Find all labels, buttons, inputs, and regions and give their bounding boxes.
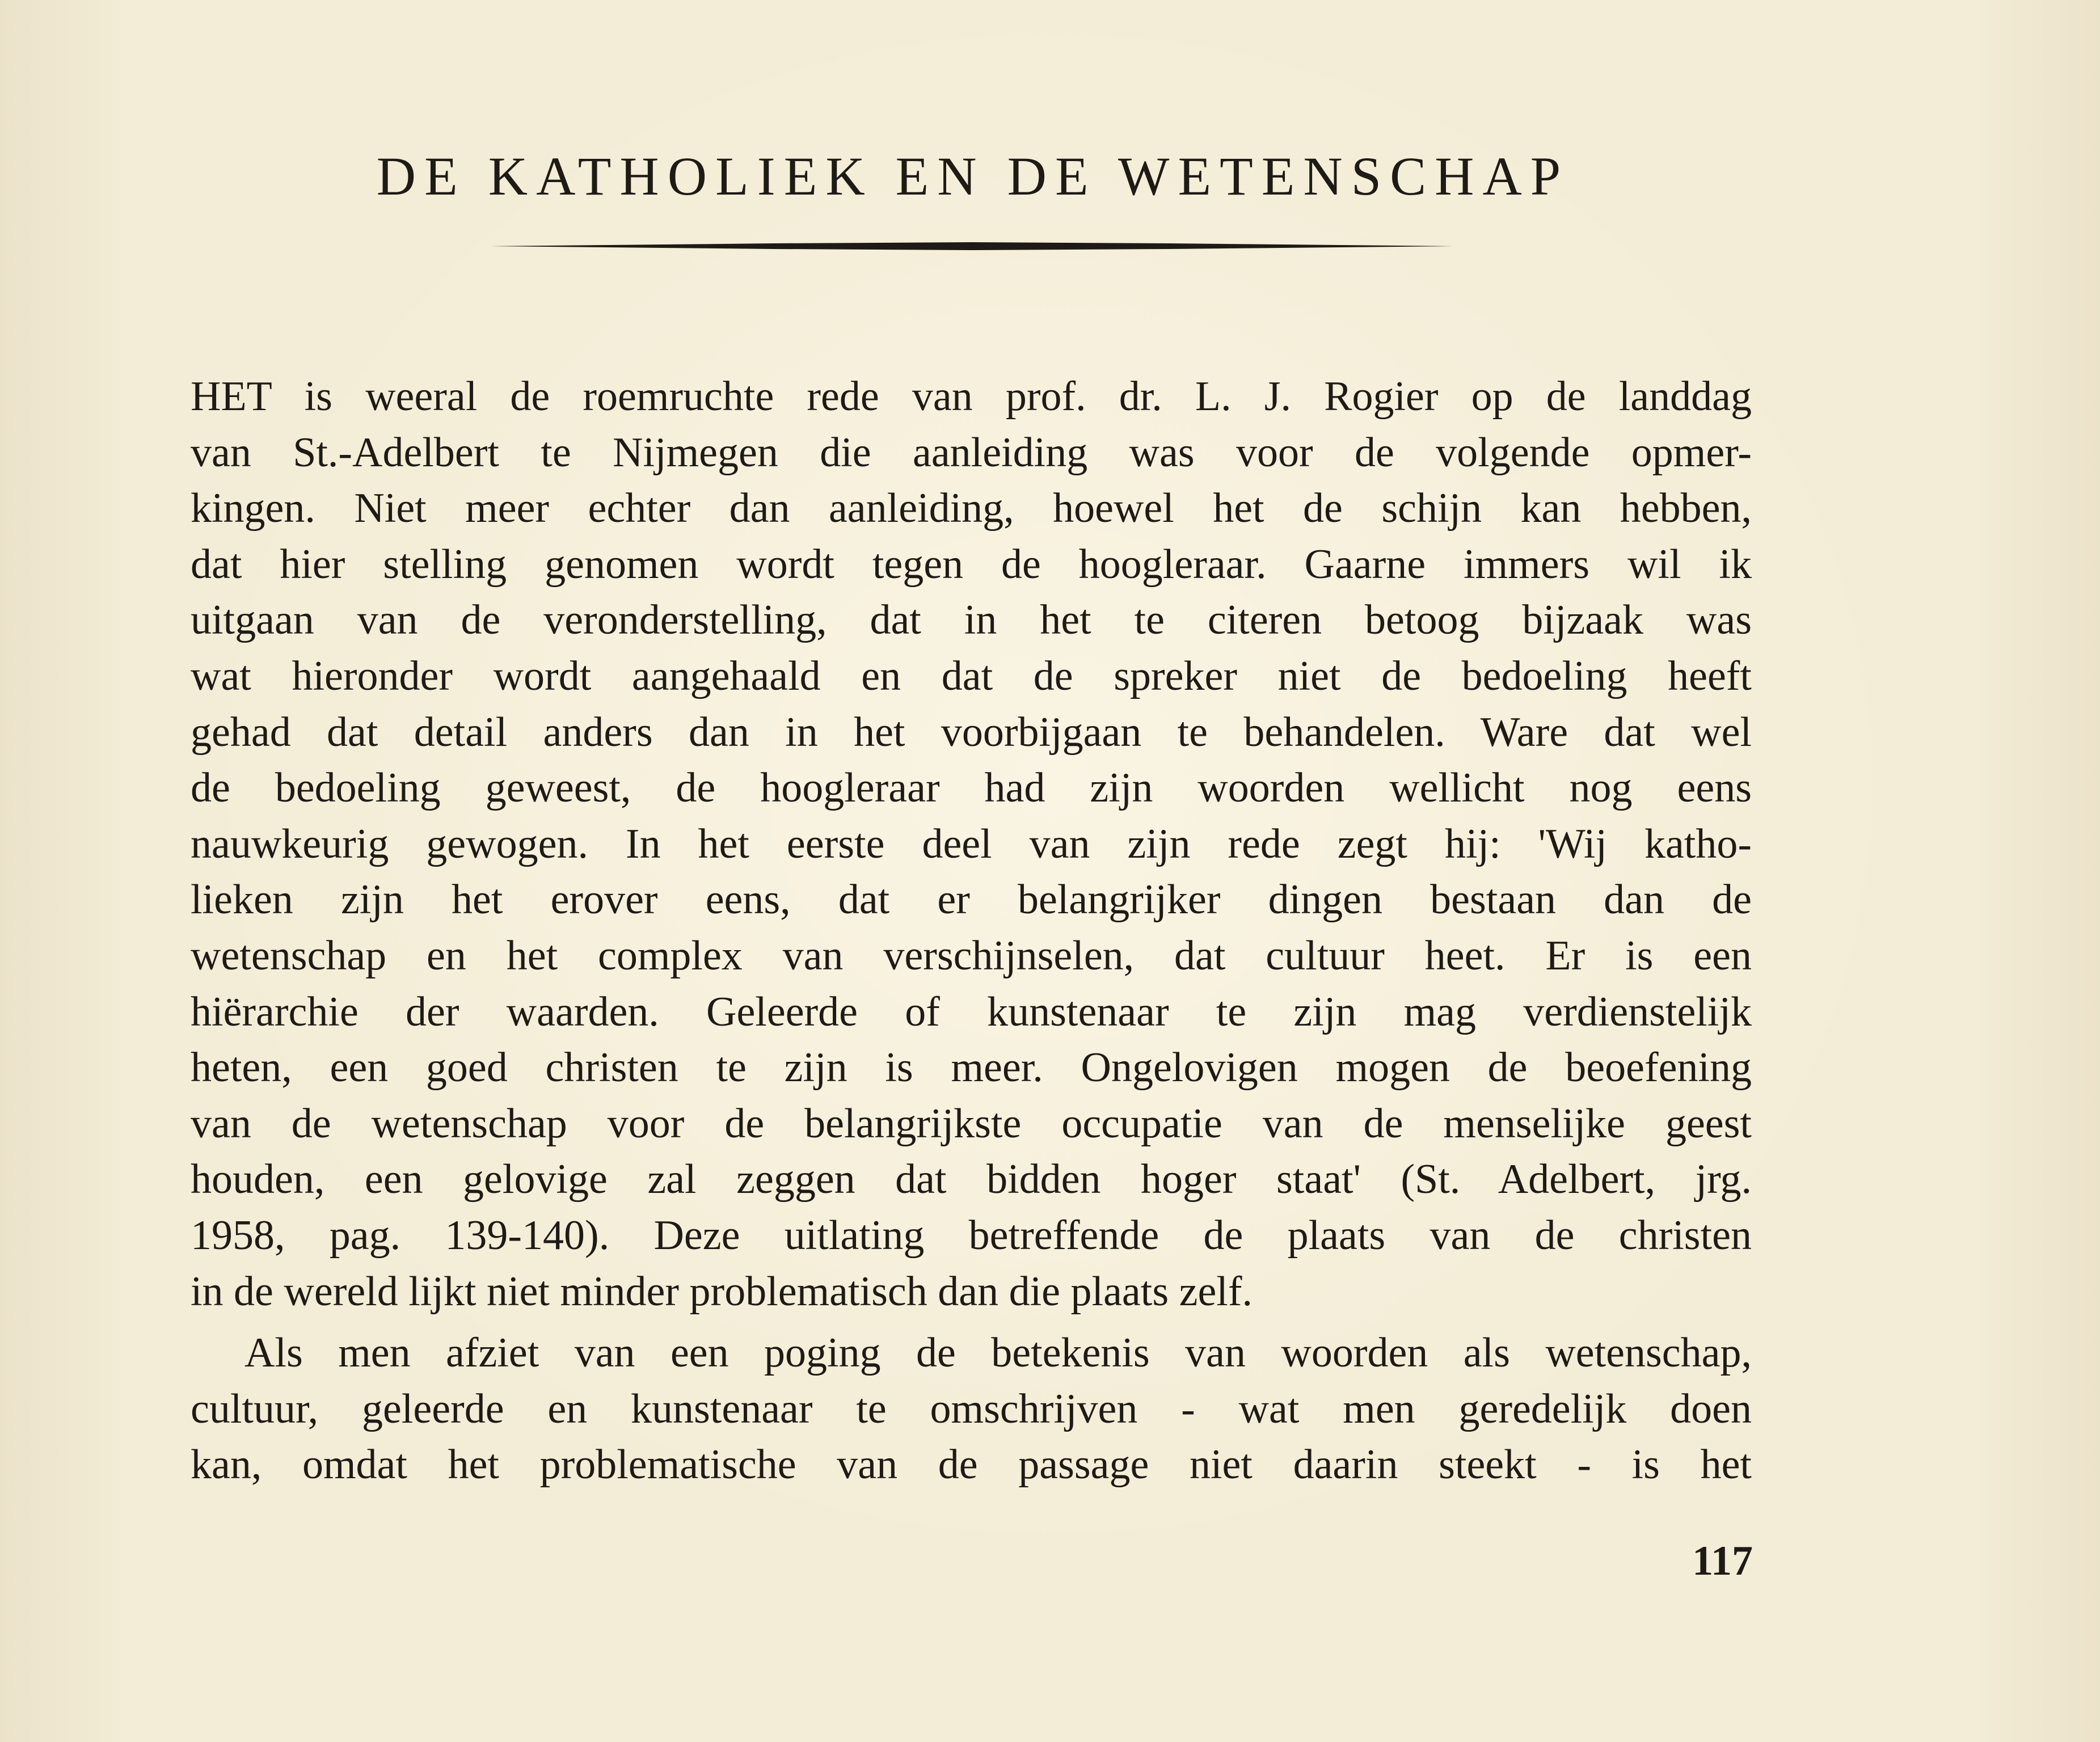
text-line: dat hier stelling genomen wordt tegen de hoogleraar. Gaarne immers wil ik	[191, 541, 1752, 588]
text-line: kingen. Niet meer echter dan aanleiding, hoewel het de schijn kan hebben,	[191, 485, 1752, 532]
paragraph-2	[191, 1325, 1752, 1493]
text-line: Als men afziet van een poging de betekenis van woorden als wetenschap,	[244, 1330, 1752, 1377]
text-line: gehad dat detail anders dan in het voorbijgaan te behandelen. Ware dat wel	[191, 708, 1752, 756]
text-line: wetenschap en het complex van verschijnselen, dat cultuur heet. Er is een	[191, 932, 1752, 979]
text-line: van St.-Adelbert te Nijmegen die aanleiding was voor de volgende opmer-	[191, 429, 1752, 476]
text-line: houden, een gelovige zal zeggen dat bidden hoger staat' (St. Adelbert, jrg.	[191, 1156, 1752, 1203]
paragraph-1	[191, 369, 1752, 1319]
text-line: cultuur, geleerde en kunstenaar te omschrijven - wat men geredelijk doen	[191, 1385, 1752, 1432]
text-line: de bedoeling geweest, de hoogleraar had zijn woorden wellicht nog eens	[191, 765, 1752, 812]
title-rule	[491, 242, 1452, 251]
body-text	[191, 369, 1752, 1493]
text-line: hiërarchie der waarden. Geleerde of kunstenaar te zijn mag verdienstelijk	[191, 988, 1752, 1035]
text-line: wat hieronder wordt aangehaald en dat de spreker niet de bedoeling heeft	[191, 652, 1752, 699]
text-line: in de wereld lijkt niet minder problematisch dan die plaats zelf.	[191, 1268, 1253, 1315]
page-title: DE KATHOLIEK EN DE WETENSCHAP	[376, 146, 1570, 206]
text-line: lieken zijn het erover eens, dat er belangrijker dingen bestaan dan de	[191, 876, 1752, 923]
text-line: kan, omdat het problematische van de passage niet daarin steekt - is het	[191, 1441, 1752, 1488]
text-line: 1958, pag. 139-140). Deze uitlating betreffende de plaats van de christen	[191, 1212, 1752, 1259]
text-line: uitgaan van de veronderstelling, dat in het te citeren betoog bijzaak was	[191, 597, 1752, 644]
text-line: van de wetenschap voor de belangrijkste occupatie van de menselijke geest	[191, 1100, 1752, 1147]
title-rule-graphic	[491, 242, 1452, 251]
text-line: HET is weeral de roemruchte rede van prof. dr. L. J. Rogier op de landdag	[191, 373, 1752, 420]
text-line: heten, een goed christen te zijn is meer. Ongelovigen mogen de beoefening	[191, 1044, 1752, 1091]
page-number: 117	[1692, 1538, 1753, 1584]
text-line: nauwkeurig gewogen. In het eerste deel van zijn rede zegt hij: 'Wij katho-	[191, 820, 1752, 867]
